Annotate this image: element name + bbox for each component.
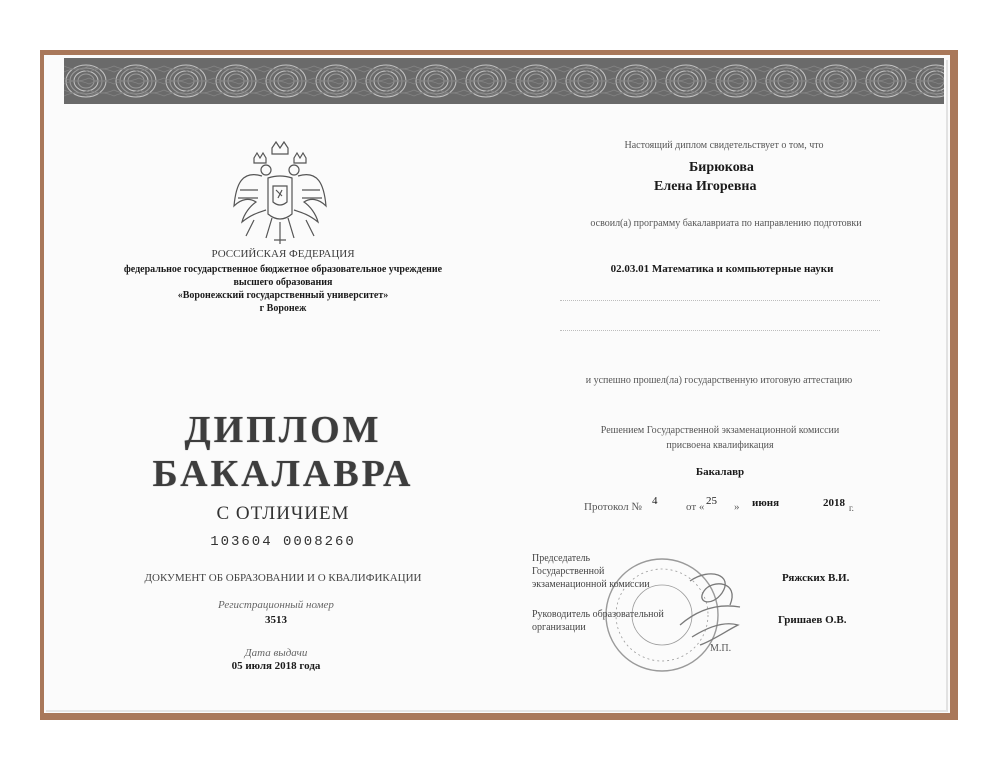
chair-label-line-3: экзаменационной комиссии: [532, 579, 650, 590]
diploma-title: ДИПЛОМ: [184, 409, 382, 451]
chair-label-line-2: Государственной: [532, 566, 605, 577]
day-close: »: [734, 501, 740, 513]
guilloche-pattern: [64, 58, 944, 104]
country-name: РОССИЙСКАЯ ФЕДЕРАЦИЯ: [211, 248, 355, 260]
attestation-text: и успешно прошел(ла) государственную итоговую аттестацию: [585, 375, 853, 386]
blank-line: [560, 330, 880, 331]
seal-place-label: М.П.: [710, 643, 732, 654]
protocol-month: июня: [752, 497, 780, 509]
chair-label-line-1: Председатель: [532, 553, 591, 564]
qualification: Бакалавр: [695, 466, 745, 478]
protocol-label: Протокол №: [584, 501, 642, 513]
protocol-day: 25: [706, 495, 717, 507]
decorative-band: [64, 58, 944, 104]
issue-date-label: Дата выдачи: [244, 647, 308, 659]
graduate-name: Елена Игоревна: [654, 179, 757, 194]
program-name: 02.03.01 Математика и компьютерные науки: [610, 263, 834, 275]
document-type: ДОКУМЕНТ ОБ ОБРАЗОВАНИИ И О КВАЛИФИКАЦИИ: [144, 572, 422, 584]
decision-line-2: присвоена квалификация: [666, 440, 774, 451]
institution-line-2: высшего образования: [233, 277, 333, 288]
registration-number: 3513: [265, 614, 287, 626]
diploma-degree: БАКАЛАВРА: [152, 453, 414, 495]
chair-name: Ряжских В.И.: [782, 572, 850, 584]
head-label-line-2: организации: [532, 622, 586, 633]
blank-line: [560, 300, 880, 301]
head-label-line-1: Руководитель образовательной: [532, 609, 664, 620]
decision-line-1: Решением Государственной экзаменационной комиссии: [600, 425, 840, 436]
distinction-label: С ОТЛИЧИЕМ: [216, 503, 350, 524]
program-mastered-text: освоил(а) программу бакалавриата по направлению подготовки: [590, 218, 862, 229]
institution-line-1: федеральное государственное бюджетное образовательное учреждение: [123, 264, 443, 275]
head-name: Гришаев О.В.: [778, 614, 847, 626]
year-suffix: г.: [849, 503, 854, 513]
institution-line-3: «Воронежский государственный университет»: [177, 290, 389, 301]
institution-city: г Воронеж: [259, 303, 307, 314]
issue-date: 05 июля 2018 года: [231, 660, 321, 672]
serial-number: 103604 0008260: [210, 534, 356, 550]
protocol-number: 4: [652, 495, 658, 507]
graduate-surname: Бирюкова: [689, 160, 754, 175]
protocol-year: 2018: [823, 497, 845, 509]
registration-label: Регистрационный номер: [218, 599, 334, 611]
certifies-text: Настоящий диплом свидетельствует о том, что: [624, 140, 824, 151]
coat-of-arms-icon: [232, 140, 328, 248]
from-label: от «: [686, 501, 705, 513]
